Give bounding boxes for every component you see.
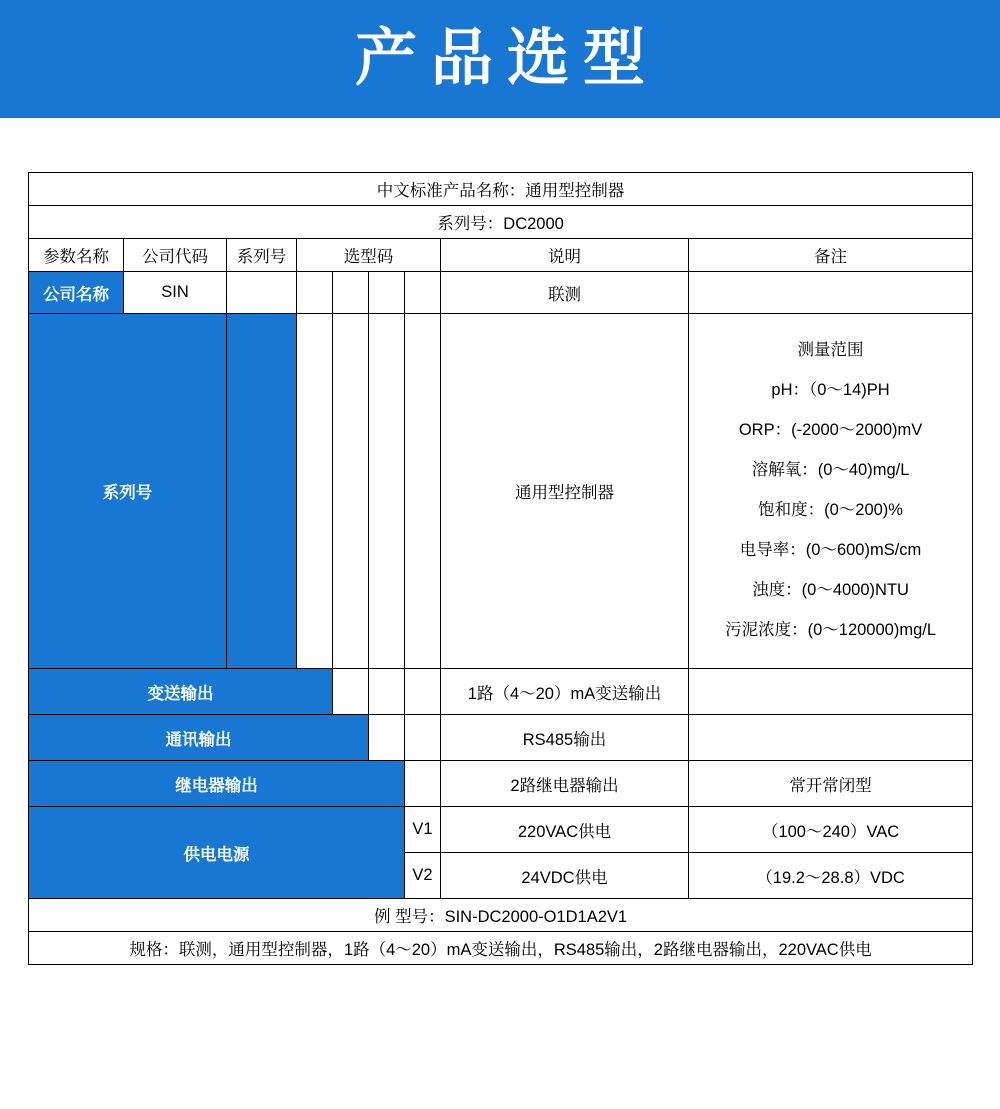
header-series-no: 系列号: [227, 239, 297, 272]
header-param-name: 参数名称: [29, 239, 124, 272]
comm-description: RS485输出: [441, 715, 689, 761]
series-number-label: 系列号：DC2000: [29, 206, 973, 239]
table-row-power-v1: [29, 807, 973, 853]
series-code-cell-3: [369, 314, 405, 669]
transmit-remark: [689, 669, 973, 715]
header-selection-code: 选型码: [297, 239, 441, 272]
table-row-example-model: [29, 899, 973, 932]
row-label-series: 系列号: [29, 314, 227, 669]
selection-table-container: [0, 118, 1000, 965]
series-code-cell-1: [297, 314, 333, 669]
relay-code-cell-1: [405, 761, 441, 807]
company-remark: [689, 272, 973, 314]
remark-item-do: 溶解氧：(0～40)mg/L: [751, 461, 910, 480]
table-row-relay-output: [29, 761, 973, 807]
power-v1-remark: （100～240）VAC: [689, 807, 973, 853]
power-v2-description: 24VDC供电: [441, 853, 689, 899]
company-series-cell: [227, 272, 297, 314]
power-v1-code: V1: [405, 807, 441, 853]
company-code-cell-3: [369, 272, 405, 314]
spec-text: 规格：联测，通用型控制器，1路（4～20）mA变送输出，RS485输出，2路继电器输出，220VAC供电: [29, 932, 973, 965]
page-banner: [0, 0, 1000, 118]
row-label-transmit-output: 变送输出: [29, 669, 333, 715]
header-description: 说明: [441, 239, 689, 272]
remark-title: 测量范围: [797, 341, 864, 360]
series-description: 通用型控制器: [441, 314, 689, 669]
row-label-power-supply: 供电电源: [29, 807, 405, 899]
header-company-code: 公司代码: [124, 239, 227, 272]
table-row-transmit-output: [29, 669, 973, 715]
remark-item-turbidity: 浊度：(0～4000)NTU: [752, 580, 909, 599]
power-v2-remark: （19.2～28.8）VDC: [689, 853, 973, 899]
header-remark: 备注: [689, 239, 973, 272]
power-v1-description: 220VAC供电: [441, 807, 689, 853]
company-code-cell-1: [297, 272, 333, 314]
table-row-company: [29, 272, 973, 314]
comm-remark: [689, 715, 973, 761]
comm-code-cell-1: [369, 715, 405, 761]
series-code-cell-4: [405, 314, 441, 669]
company-description: 联测: [441, 272, 689, 314]
remark-item-sludge: 污泥浓度：(0～120000)mg/L: [725, 620, 937, 639]
company-code-value: SIN: [124, 272, 227, 314]
page-title: 产品选型: [354, 24, 659, 93]
remark-item-ph: pH：（0～14)PH: [771, 381, 890, 400]
relay-description: 2路继电器输出: [441, 761, 689, 807]
row-label-relay-output: 继电器输出: [29, 761, 405, 807]
company-code-cell-4: [405, 272, 441, 314]
table-row: [29, 206, 973, 239]
series-code-cell-2: [333, 314, 369, 669]
power-v2-code: V2: [405, 853, 441, 899]
table-row-series: [29, 314, 973, 669]
relay-remark: 常开常闭型: [689, 761, 973, 807]
comm-code-cell-2: [405, 715, 441, 761]
row-label-company: 公司名称: [29, 272, 124, 314]
series-code-cell: [227, 314, 297, 669]
transmit-code-cell-1: [333, 669, 369, 715]
table-header-row: [29, 239, 973, 272]
transmit-code-cell-2: [369, 669, 405, 715]
table-row-spec: [29, 932, 973, 965]
series-remark-measurement-range: [689, 314, 973, 669]
table-row: [29, 173, 973, 206]
table-row-comm-output: [29, 715, 973, 761]
transmit-code-cell-3: [405, 669, 441, 715]
row-label-comm-output: 通讯输出: [29, 715, 369, 761]
product-selection-table: [28, 172, 973, 965]
remark-item-orp: ORP：(-2000～2000)mV: [738, 421, 923, 440]
company-code-cell-2: [333, 272, 369, 314]
transmit-description: 1路（4～20）mA变送输出: [441, 669, 689, 715]
product-name-label: 中文标准产品名称：通用型控制器: [29, 173, 973, 206]
remark-item-saturation: 饱和度：(0～200)%: [758, 501, 903, 519]
remark-item-conductivity: 电导率：(0～600)mS/cm: [739, 540, 922, 559]
example-model-text: 例 型号：SIN-DC2000-O1D1A2V1: [29, 899, 973, 932]
